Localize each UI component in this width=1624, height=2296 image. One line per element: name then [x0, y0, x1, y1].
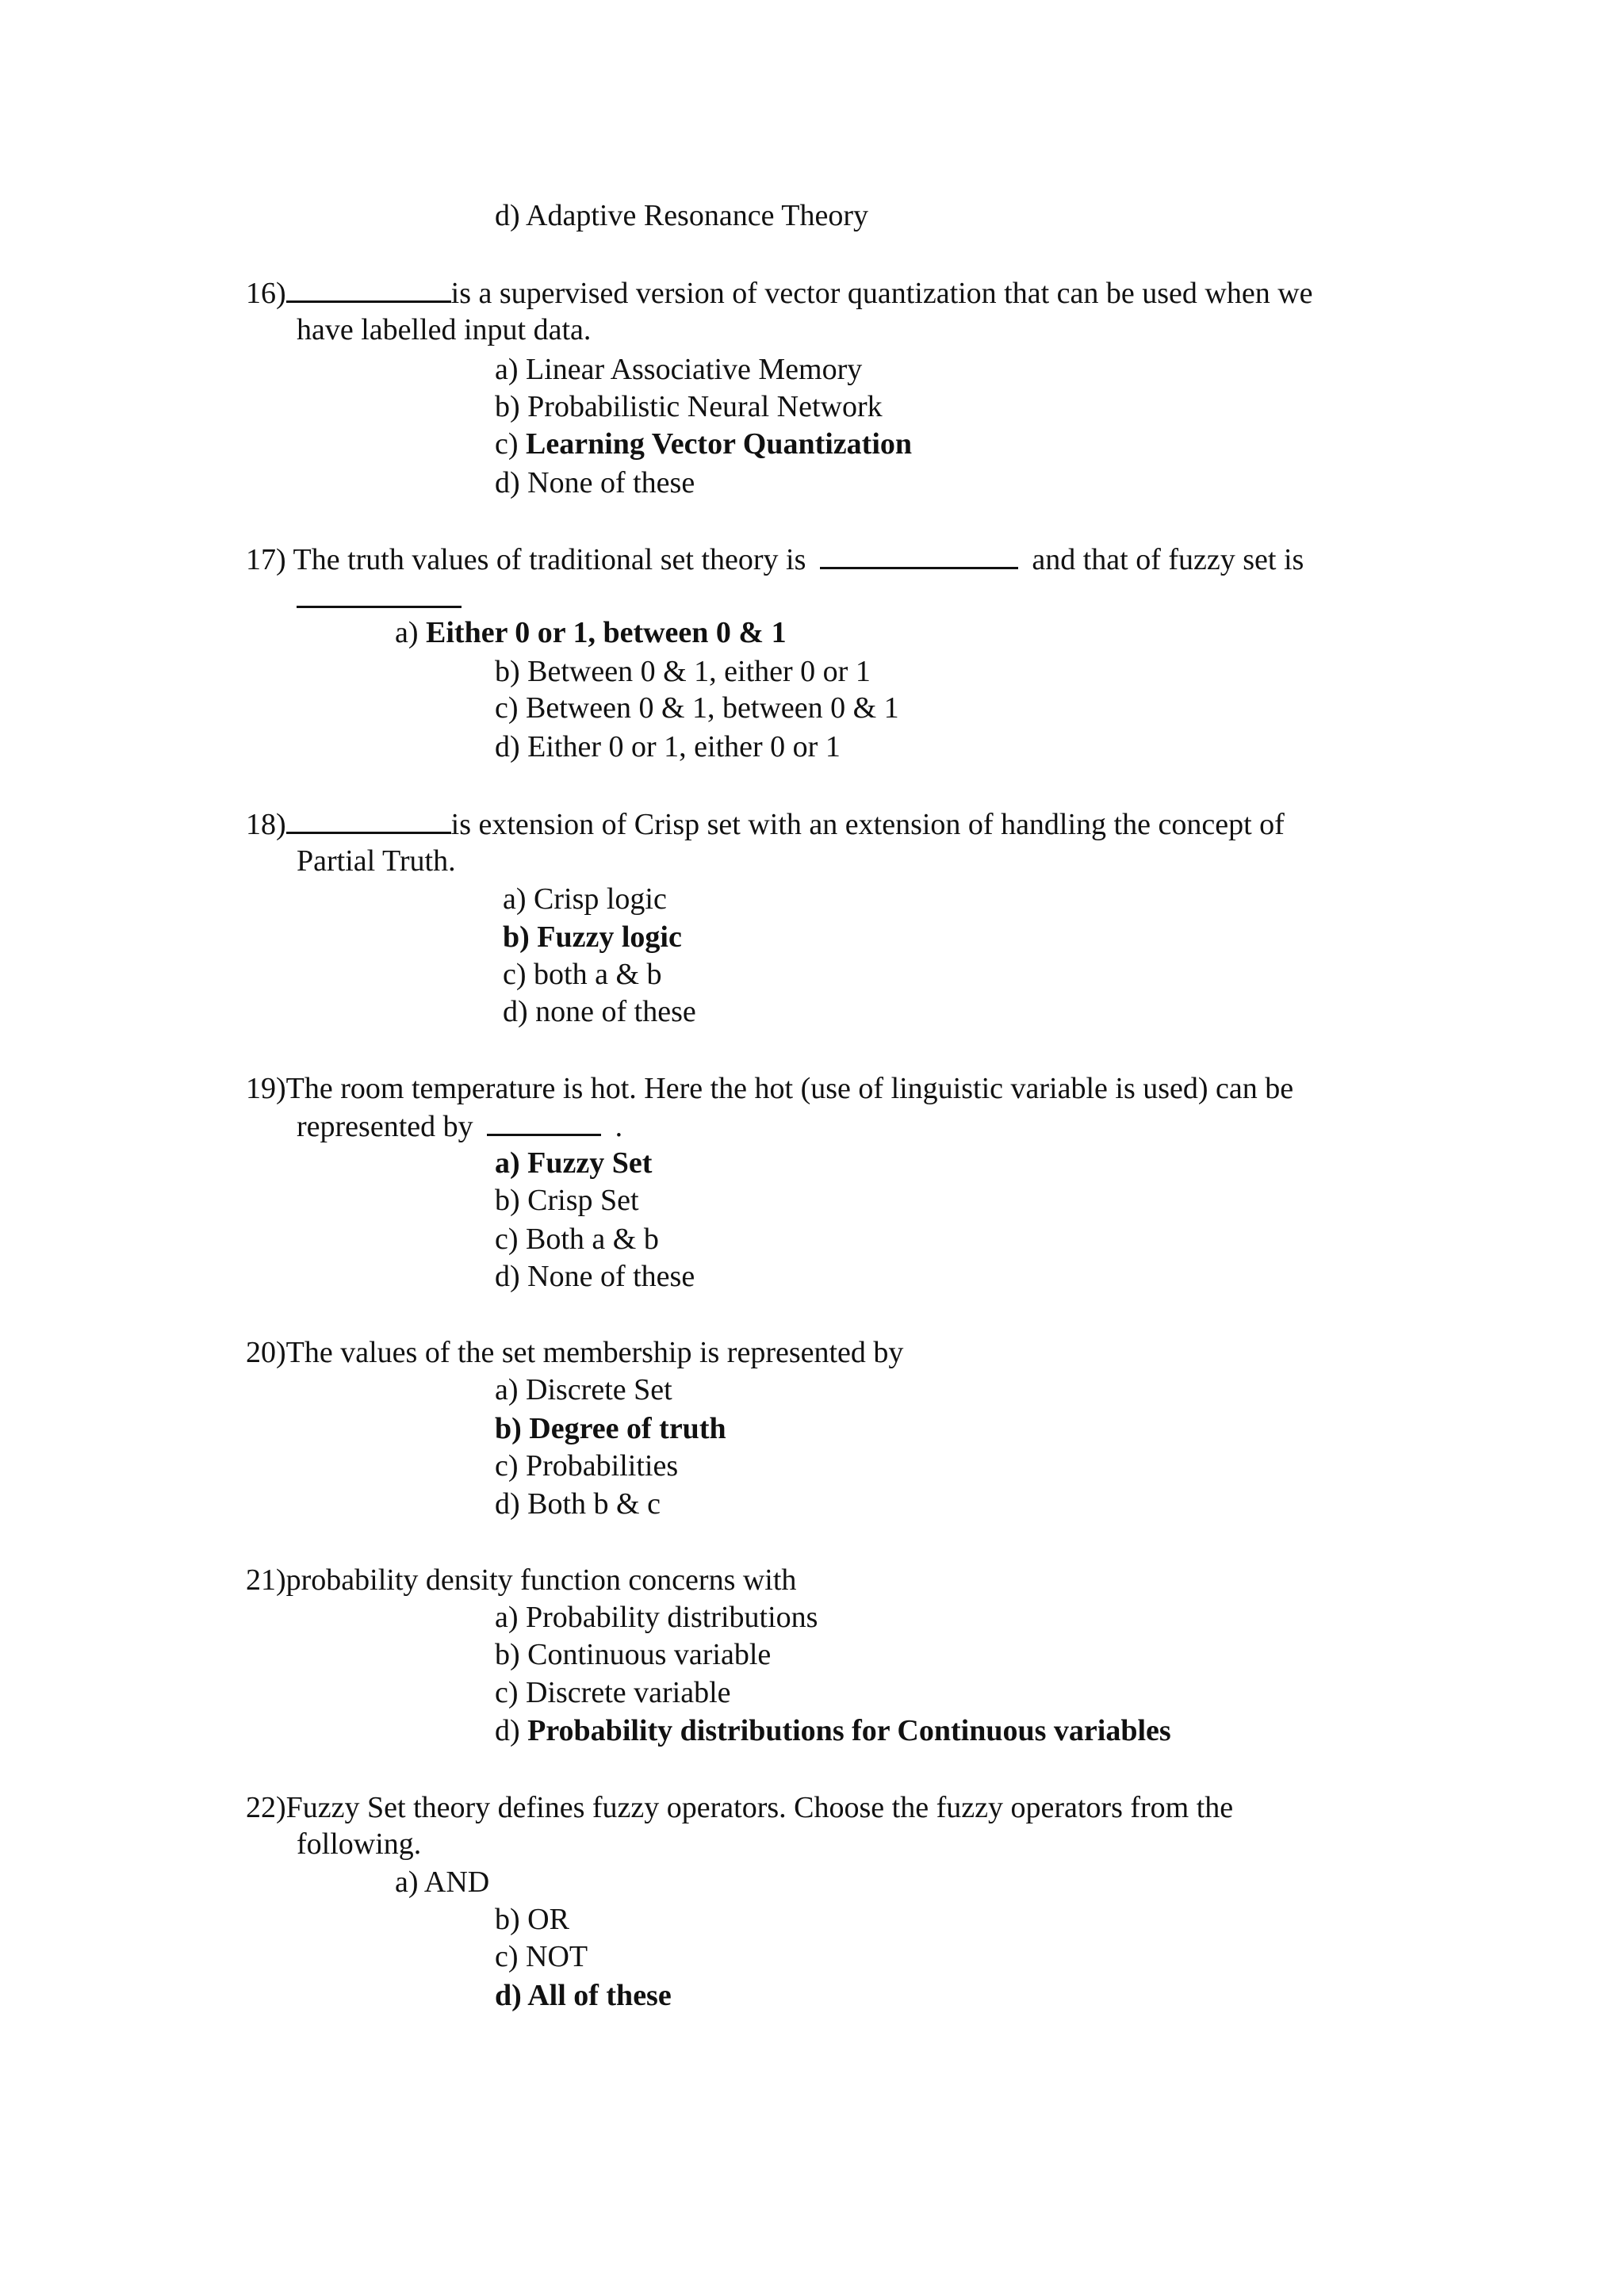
- correct-answer: Learning Vector Quantization: [526, 427, 913, 461]
- q20-option-b-correct: b) Degree of truth: [495, 1412, 726, 1445]
- q19-option-b: b) Crisp Set: [495, 1184, 639, 1217]
- q16-option-a: a) Linear Associative Memory: [495, 353, 863, 386]
- q16-option-b: b) Probabilistic Neural Network: [495, 390, 883, 423]
- q21-option-c: c) Discrete variable: [495, 1676, 731, 1709]
- question-number: 18): [246, 808, 286, 841]
- question-text: is a supervised version of vector quantization that can be used when we: [450, 277, 1313, 310]
- q20-option-d: d) Both b & c: [495, 1487, 661, 1521]
- question-number: 20): [246, 1336, 286, 1369]
- question-number: 17): [246, 543, 286, 576]
- question-text: represented by: [297, 1110, 473, 1143]
- answer-blank: [487, 1107, 601, 1136]
- q18-option-c: c) both a & b: [503, 958, 662, 991]
- question-text: .: [615, 1110, 623, 1143]
- q17-option-a: [395, 614, 787, 652]
- q17-option-c: c) Between 0 & 1, between 0 & 1: [495, 691, 899, 725]
- q20-line-1: [246, 1334, 903, 1372]
- q22-option-d-correct: d) All of these: [495, 1979, 672, 2012]
- q22-line-2: following.: [297, 1827, 422, 1861]
- answer-blank: [286, 805, 451, 834]
- q16-line-1: [246, 274, 1313, 312]
- option-prefix: a): [395, 616, 427, 649]
- q19-option-d: d) None of these: [495, 1260, 695, 1293]
- q19-option-a-correct: a) Fuzzy Set: [495, 1146, 653, 1180]
- q18-option-b-correct: b) Fuzzy logic: [503, 920, 682, 954]
- q18-option-d: d) none of these: [503, 995, 696, 1028]
- q18-line-2: Partial Truth.: [297, 844, 456, 878]
- q19-line-2: [297, 1107, 622, 1146]
- q16-line-2: have labelled input data.: [297, 313, 592, 346]
- q16-option-d: d) None of these: [495, 466, 695, 499]
- q22-line-1: [246, 1789, 1233, 1827]
- correct-answer: Probability distributions for Continuous variables: [527, 1714, 1171, 1747]
- q21-line-1: [246, 1561, 796, 1599]
- question-text: Fuzzy Set theory defines fuzzy operators. Choose the fuzzy operators from the: [285, 1791, 1234, 1824]
- answer-blank: [286, 274, 451, 303]
- q21-option-b: b) Continuous variable: [495, 1638, 772, 1671]
- question-number: 19): [246, 1072, 286, 1105]
- q19-line-1: [246, 1070, 1293, 1108]
- answer-blank: [820, 540, 1018, 569]
- q17-option-d: d) Either 0 or 1, either 0 or 1: [495, 730, 841, 763]
- question-text: probability density function concerns with: [285, 1563, 797, 1597]
- q17-line-2: [297, 579, 462, 618]
- question-text: The truth values of traditional set theory is: [293, 543, 806, 576]
- q21-option-d: [495, 1712, 1171, 1750]
- question-text: is extension of Crisp set with an extension of handling the concept of: [450, 808, 1285, 841]
- question-number: 21): [246, 1563, 286, 1597]
- q18-line-1: [246, 805, 1285, 844]
- q20-option-c: c) Probabilities: [495, 1449, 679, 1483]
- question-text: The room temperature is hot. Here the hot (use of linguistic variable is used) can be: [285, 1072, 1294, 1105]
- question-number: 22): [246, 1791, 286, 1824]
- q19-option-c: c) Both a & b: [495, 1223, 659, 1256]
- correct-answer: Either 0 or 1, between 0 & 1: [426, 616, 787, 649]
- option-prefix: d): [495, 1714, 528, 1747]
- q21-option-a: a) Probability distributions: [495, 1601, 818, 1634]
- q22-option-b: b) OR: [495, 1903, 569, 1936]
- question-number: 16): [246, 277, 286, 310]
- q17-line-1: [246, 540, 1304, 579]
- option-prefix: c): [495, 427, 527, 461]
- question-text: and that of fuzzy set is: [1032, 543, 1304, 576]
- q17-option-b: b) Between 0 & 1, either 0 or 1: [495, 655, 871, 688]
- q20-option-a: a) Discrete Set: [495, 1373, 672, 1406]
- q15-option-d: d) Adaptive Resonance Theory: [495, 199, 868, 232]
- question-text: The values of the set membership is represented by: [285, 1336, 904, 1369]
- answer-blank: [297, 579, 462, 608]
- q22-option-c: c) NOT: [495, 1940, 588, 1973]
- q18-option-a: a) Crisp logic: [503, 882, 667, 916]
- q22-option-a: a) AND: [395, 1866, 490, 1899]
- q16-option-c: [495, 425, 912, 463]
